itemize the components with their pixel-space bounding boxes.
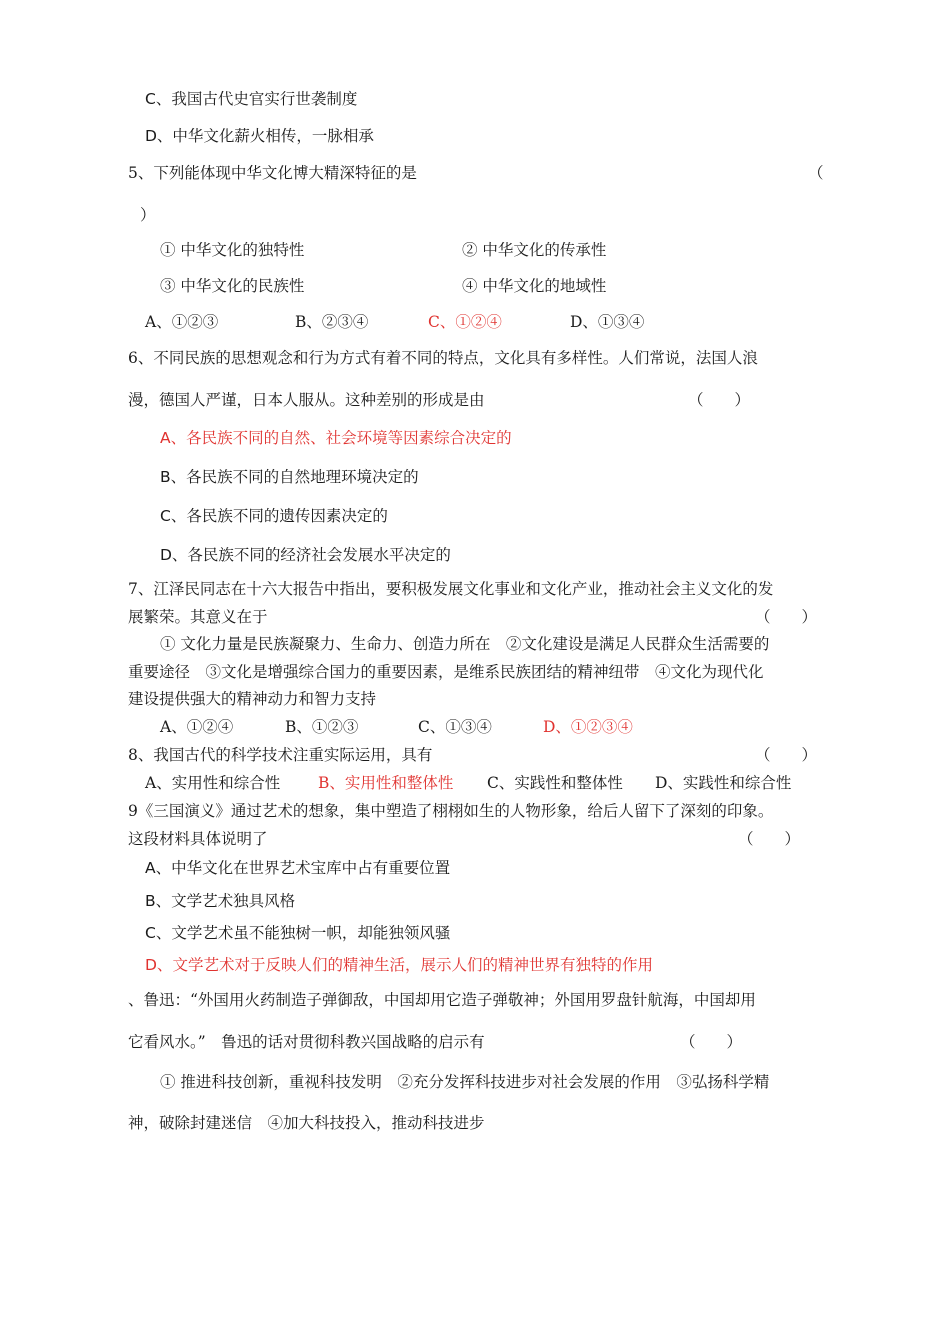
q5-option-a: A、①②③ — [145, 313, 219, 331]
q7-body-line-3: 建设提供强大的精神动力和智力支持 — [128, 690, 377, 708]
q6-stem-line-2: 漫，德国人严谨，日本人服从。这种差别的形成是由 — [128, 391, 485, 409]
q4-option-c: C、我国古代史官实行世袭制度 — [145, 90, 358, 108]
q4-option-d: D、中华文化薪火相传，一脉相承 — [145, 127, 374, 145]
q5-option-d: D、①③④ — [570, 313, 645, 331]
q5-option-c-answer: C、①②④ — [428, 313, 502, 331]
q6-option-a-answer: A、各民族不同的自然、社会环境等因素综合决定的 — [160, 429, 512, 447]
q8-option-b-answer: B、实用性和整体性 — [318, 774, 454, 792]
q6-stem-line-1: 6、不同民族的思想观念和行为方式有着不同的特点，文化具有多样性。人们常说，法国人浪 — [128, 349, 758, 367]
q5-stem: 5、下列能体现中华文化博大精深特征的是 — [128, 164, 417, 182]
q9-option-d-letter: D、 — [145, 956, 173, 974]
q7-option-b: B、①②③ — [285, 718, 359, 736]
q7-option-d-answer: D、①②③④ — [543, 718, 633, 736]
q9-option-a: A、中华文化在世界艺术宝库中占有重要位置 — [145, 859, 451, 877]
q6-option-d: D、各民族不同的经济社会发展水平决定的 — [160, 546, 451, 564]
q10-stem-line-2: 它看风水。” 鲁迅的话对贯彻科教兴国战略的启示有 — [128, 1033, 485, 1051]
q5-item-4: ④ 中华文化的地域性 — [462, 277, 607, 295]
q8-option-c: C、实践性和整体性 — [487, 774, 623, 792]
q6-option-c: C、各民族不同的遗传因素决定的 — [160, 507, 388, 525]
q7-option-c: C、①③④ — [418, 718, 492, 736]
q7-answer-paren: （ ） — [755, 608, 818, 626]
q5-item-1: ① 中华文化的独特性 — [160, 241, 305, 259]
q9-option-c: C、文学艺术虽不能独树一帜，却能独领风骚 — [145, 924, 451, 942]
q5-paren-close: ） — [140, 206, 156, 224]
q6-answer-paren: （ ） — [688, 391, 751, 409]
q8-answer-paren: （ ） — [755, 746, 818, 764]
q10-body-line-2: 神，破除封建迷信 ④加大科技投入，推动科技进步 — [128, 1114, 485, 1132]
q5-item-2: ② 中华文化的传承性 — [462, 241, 607, 259]
q6-option-b: B、各民族不同的自然地理环境决定的 — [160, 468, 419, 486]
q9-option-b: B、文学艺术独具风格 — [145, 892, 296, 910]
q8-option-a: A、实用性和综合性 — [145, 774, 281, 792]
q7-stem-line-2: 展繁荣。其意义在于 — [128, 608, 268, 626]
q9-option-d-answer — [145, 955, 653, 975]
q7-body-line-2: 重要途径 ③文化是增强综合国力的重要因素，是维系民族团结的精神纽带 ④文化为现代化 — [128, 663, 764, 681]
q5-option-b: B、②③④ — [295, 313, 369, 331]
q9-option-d-text: 文学艺术对于反映人们的精神生活，展示人们的精神世界有独特的作用 — [172, 956, 653, 974]
q10-answer-paren: （ ） — [680, 1033, 743, 1051]
q7-body-line-1: ① 文化力量是民族凝聚力、生命力、创造力所在 ②文化建设是满足人民群众生活需要的 — [160, 635, 770, 653]
q5-paren-open: （ — [808, 164, 824, 182]
q8-option-d: D、实践性和综合性 — [655, 774, 792, 792]
q9-stem-line-2: 这段材料具体说明了 — [128, 830, 268, 848]
q9-stem-line-1: 9《三国演义》通过艺术的想象，集中塑造了栩栩如生的人物形象，给后人留下了深刻的印象。 — [128, 802, 774, 820]
q9-answer-paren: （ ） — [738, 830, 801, 848]
q7-stem-line-1: 7、江泽民同志在十六大报告中指出，要积极发展文化事业和文化产业，推动社会主义文化的发 — [128, 580, 774, 598]
q8-stem: 8、我国古代的科学技术注重实际运用，具有 — [128, 746, 433, 764]
q10-body-line-1: ① 推进科技创新，重视科技发明 ②充分发挥科技进步对社会发展的作用 ③弘扬科学精 — [160, 1073, 770, 1091]
q5-item-3: ③ 中华文化的民族性 — [160, 277, 305, 295]
q7-option-a: A、①②④ — [160, 718, 234, 736]
q10-stem-line-1: 、鲁迅：“外国用火药制造子弹御敌，中国却用它造子弹敬神；外国用罗盘针航海，中国却用 — [128, 991, 756, 1009]
